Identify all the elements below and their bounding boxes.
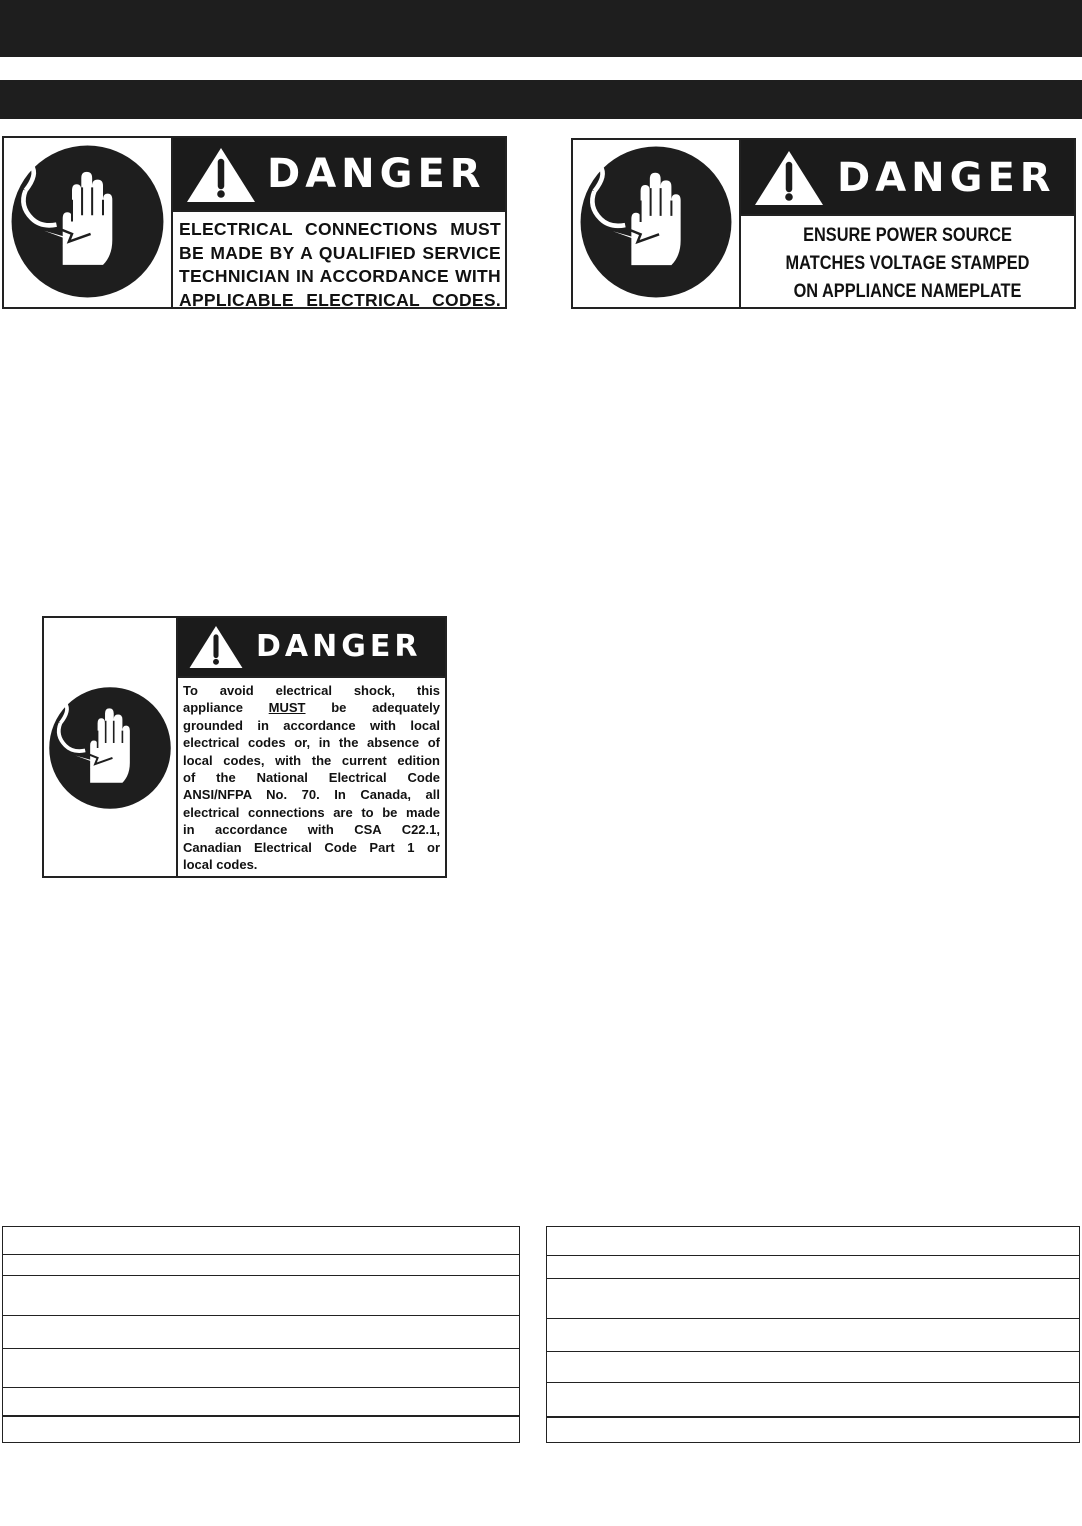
message-line: local codes. xyxy=(183,857,258,873)
danger-label-grounding xyxy=(42,616,447,878)
message-line: MATCHES VOLTAGE STAMPED xyxy=(785,253,1030,274)
message-line: electrical codes or, in the absence of xyxy=(183,735,440,751)
message-line: ENSURE POWER SOURCE xyxy=(803,225,1012,246)
message-line: Canadian Electrical Code Part 1 or xyxy=(183,839,440,855)
table-row xyxy=(547,1278,1079,1279)
table-row xyxy=(547,1318,1079,1319)
section-header-bar xyxy=(0,80,1082,119)
electrical-hazard-hand-icon xyxy=(48,686,172,810)
danger-message xyxy=(173,210,505,310)
message-line: electrical connections are to be made xyxy=(183,804,440,820)
header-bar xyxy=(0,0,1082,57)
danger-message xyxy=(741,214,1074,307)
danger-heading: DANGER xyxy=(256,629,422,664)
danger-label-qualified-technician xyxy=(2,136,507,309)
warning-triangle-icon xyxy=(185,146,257,204)
danger-message xyxy=(178,676,445,876)
emphasis-must: MUST xyxy=(268,700,306,716)
danger-header xyxy=(178,618,445,676)
danger-heading: DANGER xyxy=(837,155,1056,201)
table-row xyxy=(547,1382,1079,1383)
empty-table-right xyxy=(546,1226,1080,1443)
hazard-icon-cell xyxy=(4,138,173,307)
message-fragment: appliance xyxy=(183,700,243,716)
table-row xyxy=(547,1255,1079,1256)
danger-header xyxy=(741,140,1074,214)
danger-label-voltage-match xyxy=(571,138,1076,309)
warning-triangle-icon xyxy=(753,149,825,207)
table-row xyxy=(3,1275,519,1276)
message-line: grounded in accordance with local xyxy=(183,717,440,733)
table-row xyxy=(3,1387,519,1388)
message-line: ANSI/NFPA No. 70. In Canada, all xyxy=(183,787,440,803)
message-fragment: be adequately xyxy=(331,700,440,716)
message-line: ON APPLIANCE NAMEPLATE xyxy=(793,281,1022,302)
message-line: To avoid electrical shock, this xyxy=(183,683,440,698)
table-row xyxy=(547,1416,1079,1418)
table-row xyxy=(3,1415,519,1417)
hazard-icon-cell xyxy=(573,140,741,307)
message-line: APPLICABLE ELECTRICAL CODES. xyxy=(179,289,501,310)
danger-heading: DANGER xyxy=(267,151,486,197)
message-line: ELECTRICAL CONNECTIONS MUST xyxy=(179,219,501,239)
table-row xyxy=(3,1254,519,1255)
message-line: in accordance with CSA C22.1, xyxy=(183,822,440,838)
electrical-hazard-hand-icon xyxy=(579,145,733,299)
hazard-icon-cell xyxy=(44,618,178,876)
danger-header xyxy=(173,138,505,210)
message-line: of the National Electrical Code xyxy=(183,770,440,786)
table-row xyxy=(3,1315,519,1316)
message-line: local codes, with the current edition xyxy=(183,752,440,768)
table-row xyxy=(547,1351,1079,1352)
empty-table-left xyxy=(2,1226,520,1443)
message-line: TECHNICIAN IN ACCORDANCE WITH xyxy=(179,266,501,286)
warning-triangle-icon xyxy=(188,624,244,670)
electrical-hazard-hand-icon xyxy=(10,144,165,299)
table-row xyxy=(3,1348,519,1349)
message-line: BE MADE BY A QUALIFIED SERVICE xyxy=(179,242,501,263)
message-line xyxy=(183,699,440,716)
